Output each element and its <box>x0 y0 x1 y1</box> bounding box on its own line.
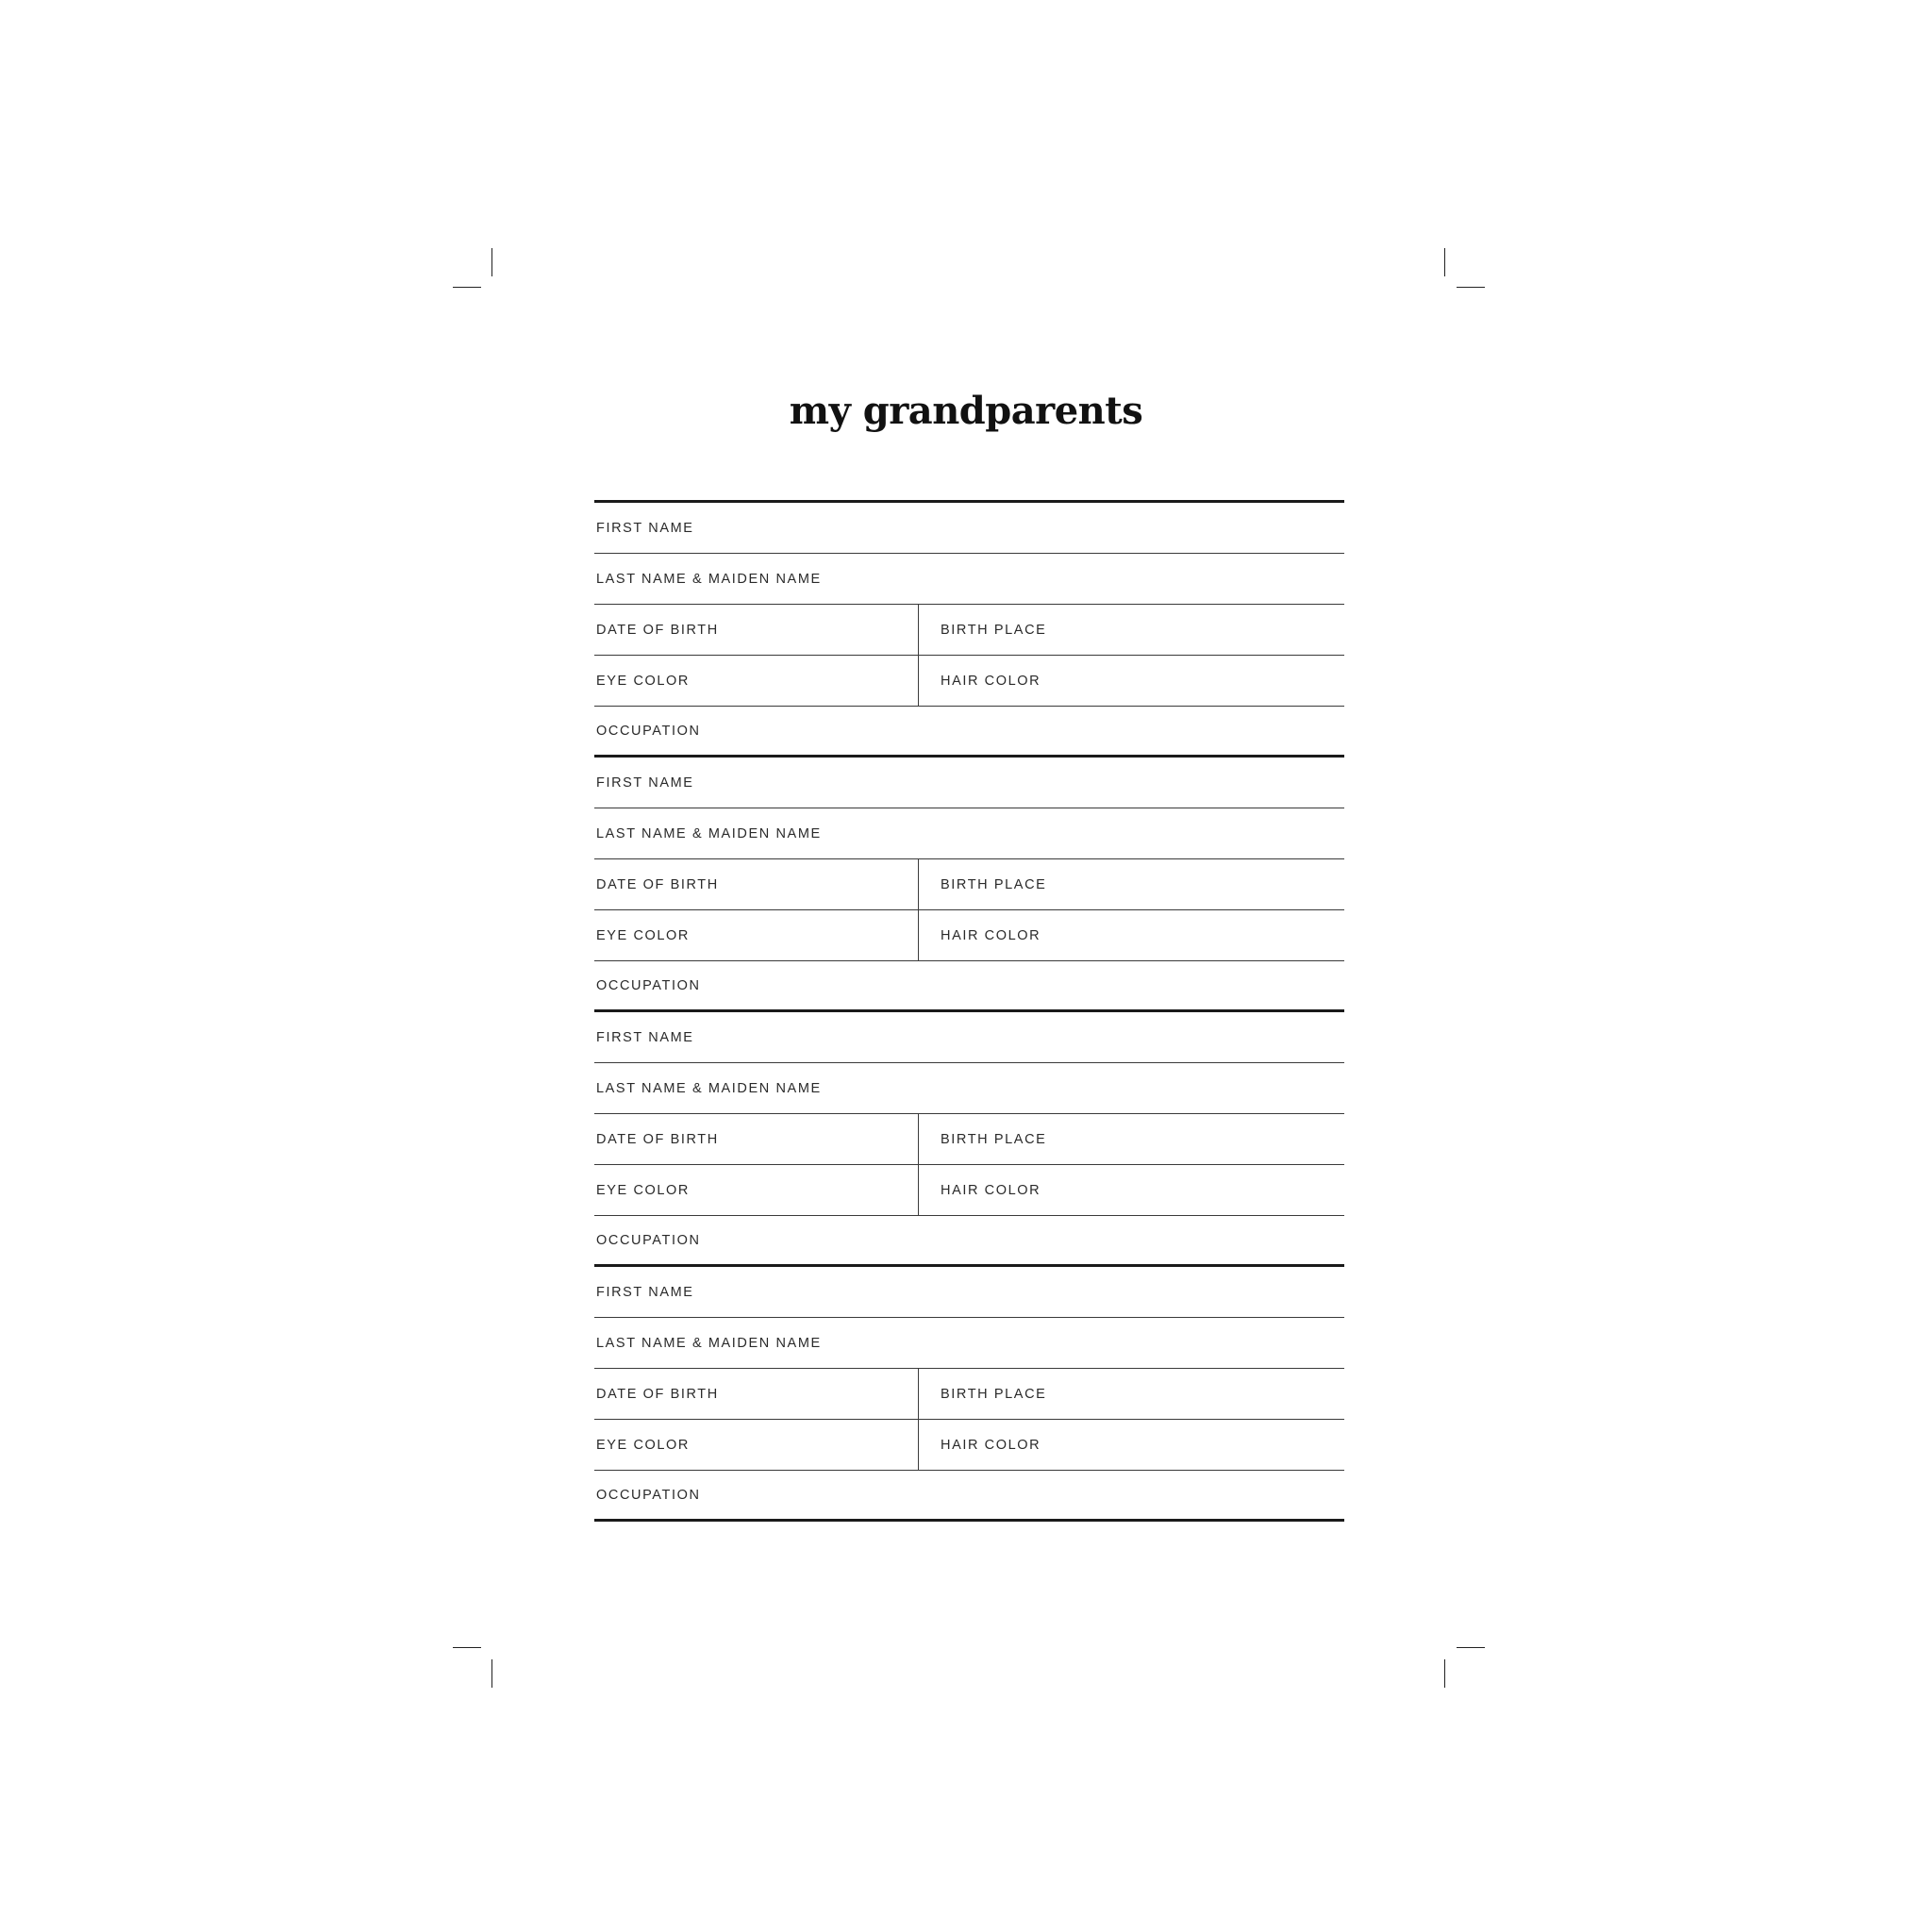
color-row <box>594 1165 1344 1216</box>
occupation-label: OCCUPATION <box>596 1487 701 1503</box>
birth-row <box>594 859 1344 910</box>
crop-mark-top-right-horizontal <box>1457 287 1485 288</box>
last-name-label: LAST NAME & MAIDEN NAME <box>596 1080 822 1096</box>
last-name-label: LAST NAME & MAIDEN NAME <box>596 1335 822 1351</box>
crop-mark-bottom-right-horizontal <box>1457 1647 1485 1648</box>
page-title: my grandparents <box>789 389 1143 433</box>
occupation-label: OCCUPATION <box>596 977 701 993</box>
birth-row <box>594 605 1344 656</box>
color-row <box>594 1420 1344 1471</box>
eye-color-field[interactable]: EYE COLOR <box>594 910 919 960</box>
birth-place-field[interactable]: BIRTH PLACE <box>941 1131 1047 1147</box>
last-name-label: LAST NAME & MAIDEN NAME <box>596 825 822 841</box>
crop-mark-bottom-left-vertical <box>491 1659 492 1688</box>
date-of-birth-field[interactable]: DATE OF BIRTH <box>594 1369 919 1419</box>
occupation-label: OCCUPATION <box>596 1232 701 1248</box>
last-name-row[interactable] <box>594 554 1344 605</box>
date-of-birth-field[interactable]: DATE OF BIRTH <box>594 605 919 655</box>
eye-color-field[interactable]: EYE COLOR <box>594 656 919 706</box>
first-name-label: FIRST NAME <box>596 1029 694 1045</box>
first-name-label: FIRST NAME <box>596 774 694 791</box>
first-name-row[interactable] <box>594 1012 1344 1063</box>
eye-color-field[interactable]: EYE COLOR <box>594 1420 919 1470</box>
crop-mark-bottom-left-horizontal <box>453 1647 481 1648</box>
crop-mark-top-left-vertical <box>491 248 492 276</box>
grandparents-form <box>594 500 1344 1522</box>
hair-color-field[interactable]: HAIR COLOR <box>941 927 1041 943</box>
crop-mark-top-left-horizontal <box>453 287 481 288</box>
birth-place-field[interactable]: BIRTH PLACE <box>941 1386 1047 1402</box>
last-name-row[interactable] <box>594 1318 1344 1369</box>
birth-place-field[interactable]: BIRTH PLACE <box>941 622 1047 638</box>
occupation-row[interactable] <box>594 961 1344 1012</box>
first-name-row[interactable] <box>594 503 1344 554</box>
first-name-row[interactable] <box>594 1267 1344 1318</box>
hair-color-field[interactable]: HAIR COLOR <box>941 673 1041 689</box>
date-of-birth-field[interactable]: DATE OF BIRTH <box>594 859 919 909</box>
occupation-label: OCCUPATION <box>596 723 701 739</box>
first-name-label: FIRST NAME <box>596 1284 694 1300</box>
birth-row <box>594 1369 1344 1420</box>
eye-color-field[interactable]: EYE COLOR <box>594 1165 919 1215</box>
birth-place-field[interactable]: BIRTH PLACE <box>941 876 1047 892</box>
occupation-row[interactable] <box>594 1471 1344 1522</box>
date-of-birth-field[interactable]: DATE OF BIRTH <box>594 1114 919 1164</box>
first-name-row[interactable] <box>594 758 1344 808</box>
hair-color-field[interactable]: HAIR COLOR <box>941 1182 1041 1198</box>
hair-color-field[interactable]: HAIR COLOR <box>941 1437 1041 1453</box>
color-row <box>594 910 1344 961</box>
crop-mark-top-right-vertical <box>1444 248 1445 276</box>
color-row <box>594 656 1344 707</box>
last-name-row[interactable] <box>594 808 1344 859</box>
last-name-label: LAST NAME & MAIDEN NAME <box>596 571 822 587</box>
occupation-row[interactable] <box>594 707 1344 758</box>
last-name-row[interactable] <box>594 1063 1344 1114</box>
crop-mark-bottom-right-vertical <box>1444 1659 1445 1688</box>
occupation-row[interactable] <box>594 1216 1344 1267</box>
first-name-label: FIRST NAME <box>596 520 694 536</box>
birth-row <box>594 1114 1344 1165</box>
